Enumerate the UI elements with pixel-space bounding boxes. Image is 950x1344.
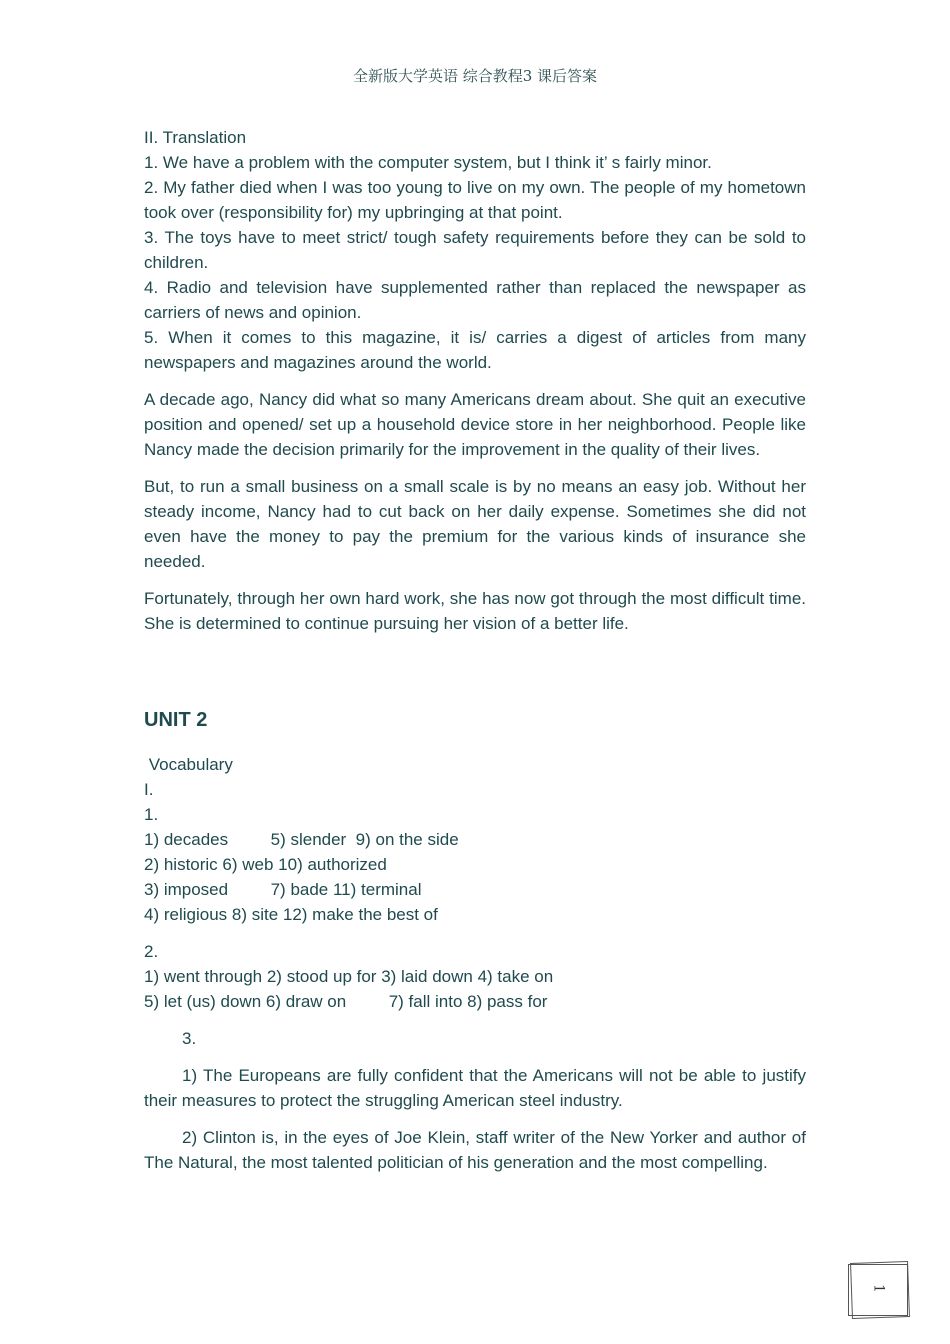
passage-paragraph-2: But, to run a small business on a small scale is by no means an easy job. Without her steady income, Nancy had to cut back on her daily expense. Sometimes she did not even have the money to pay the premium for the various kinds of insurance she needed. <box>144 477 806 571</box>
exercise-1-label: 1. <box>144 805 159 824</box>
exercise-2-line-2: 5) let (us) down 6) draw on 7) fall into 8) pass for <box>144 992 548 1011</box>
exercise-2-label: 2. <box>144 942 159 961</box>
translation-item-3: 3. The toys have to meet strict/ tough safety requirements before they can be sold to children. <box>144 228 806 272</box>
translation-item-1: 1. We have a problem with the computer system, but I think it’ s fairly minor. <box>144 153 712 172</box>
page-number: 1 <box>870 1284 887 1293</box>
translation-item-5: 5. When it comes to this magazine, it is/ carries a digest of articles from many newspapers and magazines around the world. <box>144 328 806 372</box>
translation-item-4: 4. Radio and television have supplemented rather than replaced the newspaper as carriers of news and opinion. <box>144 278 806 322</box>
section-heading-translation: II. Translation <box>144 128 247 147</box>
page-number-badge <box>846 1262 910 1318</box>
passage-paragraph-1: A decade ago, Nancy did what so many Americans dream about. She quit an executive position and opened/ set up a household device store in her neighborhood. People like Nancy made the decision primarily for the improvement in the quality of their lives. <box>144 390 806 459</box>
page-header: 全新版大学英语 综合教程3 课后答案 <box>352 67 598 85</box>
exercise-3-item-2: 2) Clinton is, in the eyes of Joe Klein, staff writer of the New Yorker and author of The Natural, the most talented politician of his generation and the most compelling. <box>144 1128 806 1172</box>
unit-title: UNIT 2 <box>144 709 208 731</box>
exercise-1-line-3: 3) imposed 7) bade 11) terminal <box>144 880 422 899</box>
exercise-1-line-1: 1) decades 5) slender 9) on the side <box>144 830 459 849</box>
exercise-1-line-4: 4) religious 8) site 12) make the best of <box>144 905 438 924</box>
exercise-1-line-2: 2) historic 6) web 10) authorized <box>144 855 387 874</box>
vocabulary-heading: Vocabulary <box>144 755 233 774</box>
part-label: I. <box>144 780 154 799</box>
exercise-3-item-1: 1) The Europeans are fully confident that the Americans will not be able to justify their measures to protect the struggling American steel industry. <box>144 1066 806 1110</box>
translation-item-2: 2. My father died when I was too young to live on my own. The people of my hometown took over (responsibility for) my upbringing at that point. <box>144 178 806 222</box>
exercise-2-line-1: 1) went through 2) stood up for 3) laid down 4) take on <box>144 967 554 986</box>
exercise-3-label: 3. <box>182 1029 197 1048</box>
passage-paragraph-3: Fortunately, through her own hard work, she has now got through the most difficult time. She is determined to continue pursuing her vision of a better life. <box>144 589 806 633</box>
page-content <box>144 125 806 1175</box>
